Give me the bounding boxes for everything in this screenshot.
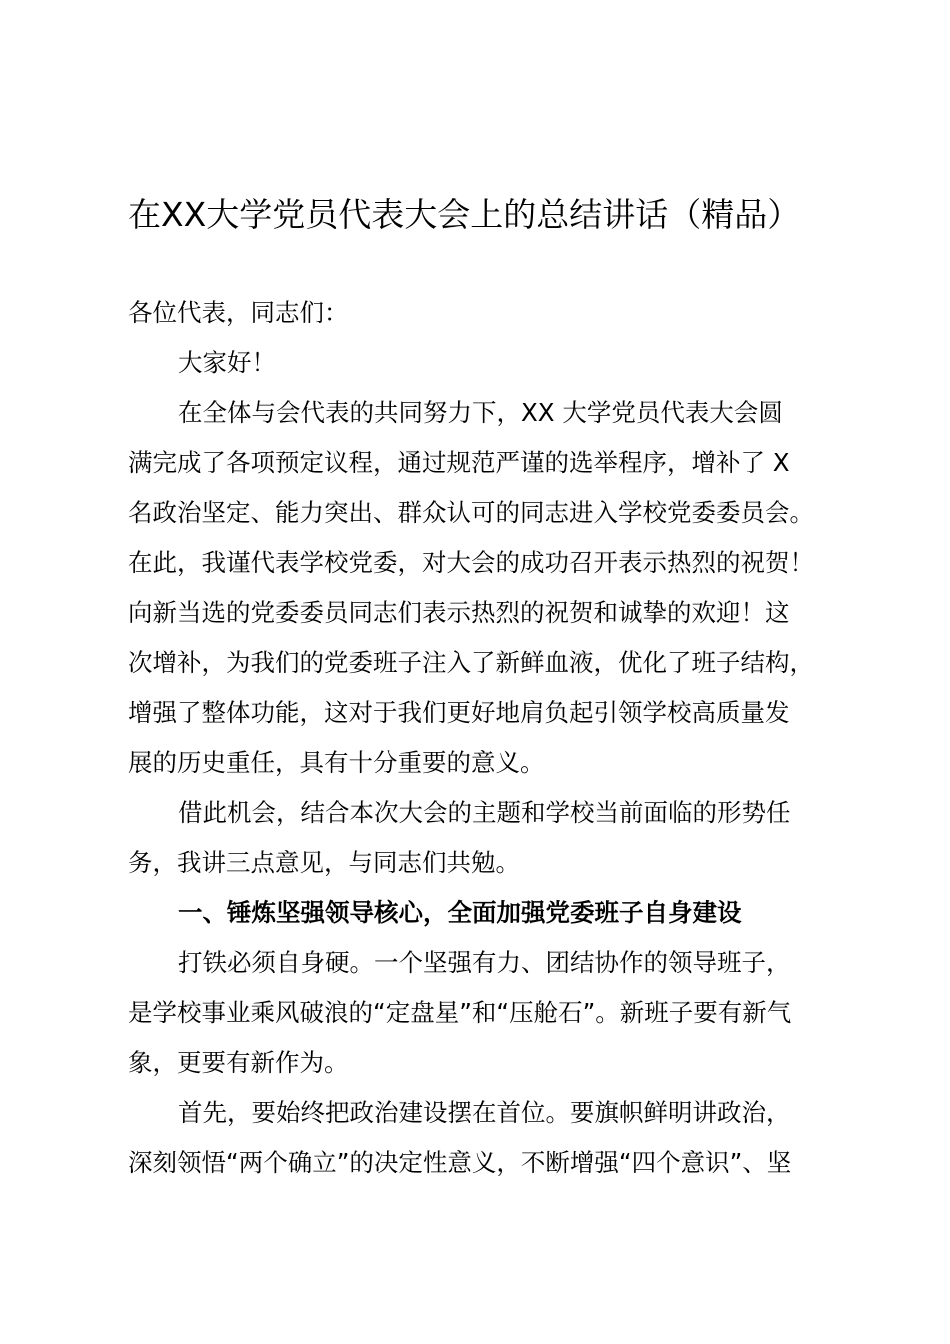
paragraph — [128, 938, 828, 1088]
text-line: 象，更要有新作为。 — [128, 1048, 349, 1077]
text-line: 展的历史重任，具有十分重要的意义。 — [128, 748, 545, 777]
text-line: 满完成了各项预定议程，通过规范严谨的选举程序，增补了 X — [128, 448, 790, 477]
text-line: 增强了整体功能，这对于我们更好地肩负起引领学校高质量发 — [128, 698, 790, 727]
text-line: 务，我讲三点意见，与同志们共勉。 — [128, 848, 520, 877]
text-line: 名政治坚定、能力突出、群众认可的同志进入学校党委委员会。 — [128, 498, 814, 527]
paragraph — [128, 338, 828, 388]
text-line: 借此机会，结合本次大会的主题和学校当前面临的形势任 — [178, 798, 791, 827]
text-line: 各位代表，同志们： — [128, 298, 349, 327]
text-line: 在此，我谨代表学校党委，对大会的成功召开表示热烈的祝贺！ — [128, 548, 814, 577]
text-line: 一、锤炼坚强领导核心，全面加强党委班子自身建设 — [178, 898, 742, 927]
document-title: 在XX大学党员代表大会上的总结讲话（精品） — [128, 195, 801, 234]
text-line: 在全体与会代表的共同努力下，XX 大学党员代表大会圆 — [178, 398, 783, 427]
text-line: 次增补，为我们的党委班子注入了新鲜血液，优化了班子结构， — [128, 648, 814, 677]
paragraph — [128, 788, 828, 888]
text-line: 深刻领悟“两个确立”的决定性意义，不断增强“四个意识”、坚 — [128, 1148, 792, 1177]
text-line: 打铁必须自身硬。一个坚强有力、团结协作的领导班子， — [178, 948, 791, 977]
paragraph — [128, 288, 828, 338]
paragraph — [128, 388, 828, 788]
text-line: 向新当选的党委委员同志们表示热烈的祝贺和诚挚的欢迎！这 — [128, 598, 790, 627]
text-line: 首先，要始终把政治建设摆在首位。要旗帜鲜明讲政治， — [178, 1098, 791, 1127]
document-body — [128, 288, 828, 1188]
text-line: 大家好！ — [178, 348, 276, 377]
section-heading — [128, 888, 828, 938]
text-line: 是学校事业乘风破浪的“定盘星”和“压舱石”。新班子要有新气 — [128, 998, 792, 1027]
paragraph — [128, 1088, 828, 1188]
